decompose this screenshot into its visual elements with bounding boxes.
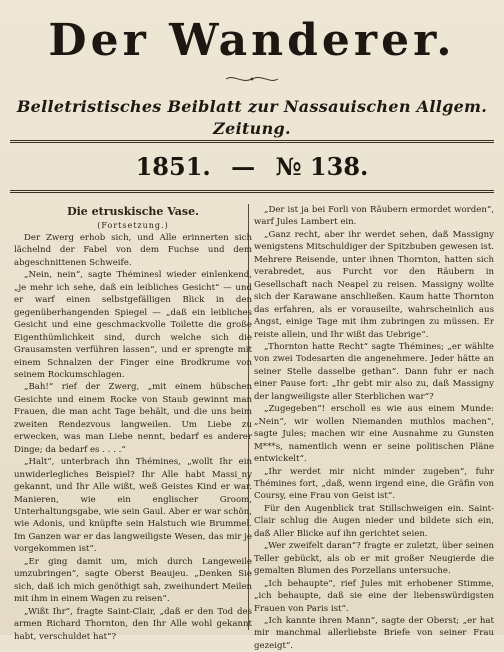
left-column — [14, 204, 252, 643]
paragraph: „Er ging damit um, mich durch Langeweile umzubringen“, sagte Oberst Beaujeu. „Denken Sie sich, daß ich mich genöthigt sah, zweihundert Meilen mit ihm in einem Wagen zu reisen“. — [14, 556, 252, 605]
ornament-divider — [224, 74, 280, 84]
paragraph: „Halt“, unterbrach ihn Thémines, „wollt Ihr ein unwiderlegliches Beispiel? Ihr Alle habt Massi_ny gekannt, und Ihr Alle wißt, weß Geistes Kind er war. Manieren, wie ein englischer Groom, Unterhaltungsgabe, wie sein Gaul. Aber er war schön, wie Adonis, und knüpfte sein Halstuch wie Brummel. Im Ganzen war er das langweiligste Wesen, das mir je vorgekommen ist“. — [14, 457, 252, 555]
rule-top — [10, 140, 494, 143]
paragraph: „Wer zweifelt daran“? fragte er zuletzt, über seinen Teller gebückt, als ob er mit großer Neugierde die gemalten Blumen des Porzellans untersuche. — [254, 541, 494, 577]
paragraph: „Nein, nein“, sagte Théminesl wieder einlenkend, „je mehr ich sehe, daß ein leibliches Gesicht“ — und er warf einen selbstgefälligen Blick in den gegenüberhangenden Spiegel — „daß ein leibliches Gesicht und eine geschmackvolle Toilette die große Eigenthümlichkeit sind, durch welche sich die Grausamsten verführen lassen“, und er sprengte mit einem Schnalzen der Finger eine Brodkrume von seinem Rockumschlagen. — [14, 270, 252, 380]
paragraph: „Ich behaupte“, rief Jules mit erhobener Stimme, „ich behaupte, daß sie eine der liebenswürdigsten Frauen von Paris ist“. — [254, 578, 494, 614]
issue-line — [0, 152, 504, 182]
issue-dash: — — [231, 152, 256, 181]
paragraph: „Zugegeben“! erscholl es wie aus einem Munde: „Nein“, wir wollen Niemanden muthlos machen“, sagte Jules; machen wir eine Ausnahme zu Gunsten M***s, namentlich wenn er seine politischen Pläne entwickelt“. — [254, 404, 494, 465]
paragraph: Für den Augenblick trat Stillschweigen ein. Saint-Clair schlug die Augen nieder und bildete sich ein, daß Aller Blicke auf ihn gerichtet seien. — [254, 503, 494, 539]
continuation-note: (Fortsetzung.) — [97, 221, 169, 230]
right-column — [254, 204, 494, 652]
masthead-title: Der Wanderer. — [48, 15, 456, 66]
paragraph: „Ganz recht, aber ihr werdet sehen, daß Massigny wenigstens Mitschuldiger der Spitzbuben gewesen ist. Mehrere Reisende, unter ihnen Thornton, hatten sich verabredet, aus Furcht vor den Räubern in Gesellschaft nach Neapel zu reisen. Massigny wollte sich der Karawane anschließen. Kaum hatte Thornton das erfahren, als er vorauseilte, wahrscheinlich aus Angst, einige Tage mit ihm zubringen zu müssen. Er reiste allein, und Ihr wißt das Uebrige“. — [254, 229, 494, 340]
rule-bottom — [10, 190, 494, 193]
paragraph: „Wißt Ihr“, fragte Saint-Clair, „daß er den Tod des armen Richard Thornton, den Ihr Alle wohl gekannt habt, verschuldet hat“? — [14, 606, 252, 642]
paragraph: „Ich kannte ihren Mann“, sagte der Oberst; „er hat mir manchmal allerliebste Briefe von seiner Frau gezeigt“. — [254, 615, 494, 651]
story-title: Die etruskische Vase. — [67, 205, 199, 218]
paragraph: „Bah!“ rief der Zwerg, „mit einem hübschen Gesichte und einem Rocke von Staub gewinnt man Frauen, die man acht Tage behält, und die uns beim zweiten Rendezvous langweilen. Um Liebe zu erwecken, was man Liebe nennt, bedarf es anderer Dinge; da bedarf es . . . .“ — [14, 382, 252, 455]
paragraph: „Der ist ja bei Forli von Räubern ermordet worden“, warf Jules Lambert ein. — [254, 205, 494, 228]
masthead-subtitle: Belletristisches Beiblatt zur Nassauischen Allgem. Zeitung. — [16, 97, 488, 138]
paragraph: Der Zwerg erhob sich, und Alle erinnerten sich lächelnd der Fabel von dem Fuchse und dem abgeschnittenen Schweife. — [14, 233, 252, 268]
paragraph: „Ihr werdet mir nicht minder zugeben“, fuhr Thémines fort, „daß, wenn irgend eine, die Gräfin von Coursy, eine Frau von Geist ist“. — [254, 466, 494, 502]
paragraph: „Thornton hatte Recht“ sagte Thémines; „er wählte von zwei Todesarten die angenehmere. Jeder hätte an seiner Stelle dasselbe gethan“. Dann fuhr er nach einer Pause fort: „Ihr gebt mir also zu, daß Massigny der langweiligste aller Sterblichen war“? — [254, 341, 494, 402]
issue-number: № 138. — [275, 152, 369, 181]
issue-year: 1851. — [135, 152, 211, 181]
